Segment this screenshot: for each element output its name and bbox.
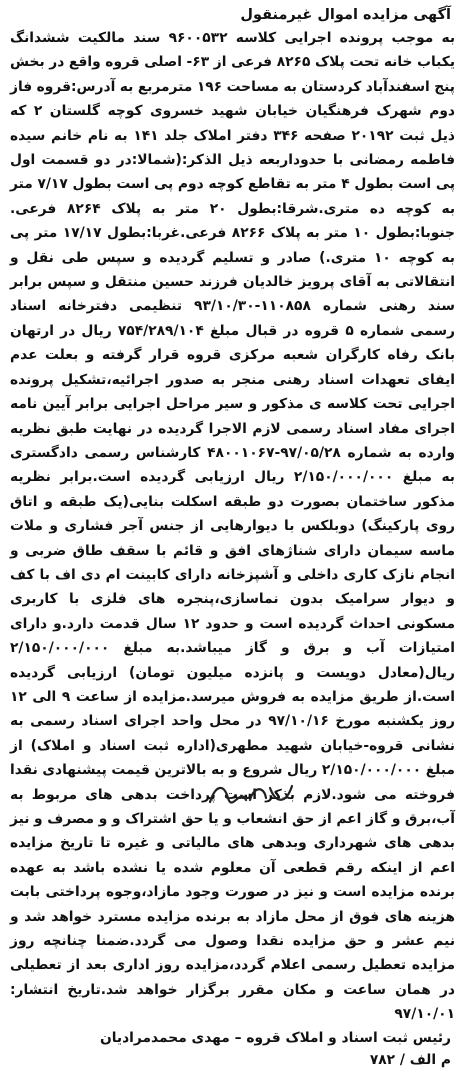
notice-title: آگهی مزایده اموال غیرمنقول	[240, 7, 451, 23]
notice-body: به موجب پرونده اجرایی کلاسه ۹۶۰۰۵۳۲ سند مالکیت ششدانگ یکباب خانه تحت پلاک ۸۲۶۵ فرعی از ۶۳- اصلی قروه واقع در بخش پنج اسفندآباد کردستان به مساحت ۱۹۶ مترمربع به آدرس:قروه فاز دوم شهرک فرهنگیان خیابان شهید خسروی کوچه گلستان ۲ که ذیل ثبت ۲۰۱۹۲ صفحه ۳۴۶ دفتر املاک جلد ۱۴۱ به نام خانم سیده فاطمه رمضانی با حدوداربعه ذیل الذکر:(شمالا:در دو قسمت اول پی است بطول ۴ متر به تقاطع کوچه دوم پی است بطول ۷/۱۷ متر به کوچه ده متری.شرقا:بطول ۲۰ متر به پلاک ۸۲۶۴ فرعی. جنوبا:بطول ۱۰ متر به پلاک ۸۲۶۶ فرعی.غربا:بطول ۱۷/۱۷ متر پی به کوچه ۱۰ متری.) صادر و تسلیم گردیده و سپس طی نقل و انتقالاتی به آقای پرویز خالدیان فرزند حسین منتقل و سپس برابر سند رهنی شماره ۱۱۰۸۵۸-۹۳/۱۰/۳۰ تنظیمی دفترخانه اسناد رسمی شماره ۵ قروه در قبال مبلغ ۷۵۴/۲۸۹/۱۰۴ ریال در ارتهان بانک رفاه کارگران شعبه مرکزی قروه قرار گرفته و بعلت عدم ایفای تعهدات اسناد رهنی منجر به صدور اجرائیه،تشکیل پرونده اجرایی تحت کلاسه ی مذکور و سیر مراحل اجرایی برابر آیین نامه اجرای مفاد اسناد رسمی لازم الاجرا گردیده در نهایت طبق نظریه وارده به شماره ۹۷/۰۵/۲۸-۴۸۰۰۱۰۶۷ کارشناس رسمی دادگستری به مبلغ ۲/۱۵۰/۰۰۰/۰۰۰ ریال ارزیابی گردیده است.برابر نظریه مذکور ساختمان بصورت دو طبقه اسکلت بنایی(یک طبقه و اتاق روی پارکینگ) دوبلکس با دیوارهایی از جنس آجر فشاری و ملات ماسه سیمان دارای شناژهای افق و قائم با سقف طاق ضربی و انجام نازک کاری داخلی و آشپزخانه دارای کابینت ام دی اف با کف و دیوار سرامیک بدون نماسازی،پنجره های فلزی با کاربری مسکونی احداث گردیده است و حدود ۱۲ سال قدمت دارد.و دارای امتیازات آب و برق و گاز میباشد.به مبلغ ۲/۱۵۰/۰۰۰/۰۰۰ ریال(معادل دویست و پانزده میلیون تومان) ارزیابی گردیده است.از طریق مزایده به فروش میرسد.مزایده از ساعت ۹ الی ۱۲ روز یکشنبه مورخ ۹۷/۱۰/۱۶ در محل واحد اجرای اسناد رسمی به نشانی قروه-خیابان شهید مطهری(اداره ثبت اسناد و املاک) از مبلغ ۲/۱۵۰/۰۰۰/۰۰۰ ریال شروع و به بالاترین قیمت پیشنهادی نقدا فروخته می شود.لازم بذکر است پرداخت بدهی های مربوط به آب،برق و گاز اعم از حق انشعاب و یا حق اشتراک و و مصرف و نیز بدهی های شهرداری وبدهی های مالیاتی و غیره تا تاریخ مزایده اعم از اینکه رقم قطعی آن معلوم شده یا نشده باشد به عهده برنده مزایده است و نیز در صورت وجود مازاد،وجوه پرداختی بابت هزینه های فوق از محل مازاد به برنده مزایده مسترد خواهد شد و نیم عشر و حق مزایده نقدا وصول می گردد.ضمنا چنانچه روز مزایده تعطیل رسمی اعلام گردد،مزایده روز اداری بعد از تعطیلی در همان ساعت و مکان مقرر برگزار خواهد شد.تاریخ انتشار: ۹۷/۱۰/۰۱	[10, 30, 456, 1023]
notice-reference: م الف / ۷۸۲	[369, 1051, 451, 1068]
handwritten-signature	[206, 780, 296, 806]
notice-signer: رئیس ثبت اسناد و املاک قروه – مهدی محمدمرادیان	[99, 1029, 451, 1046]
